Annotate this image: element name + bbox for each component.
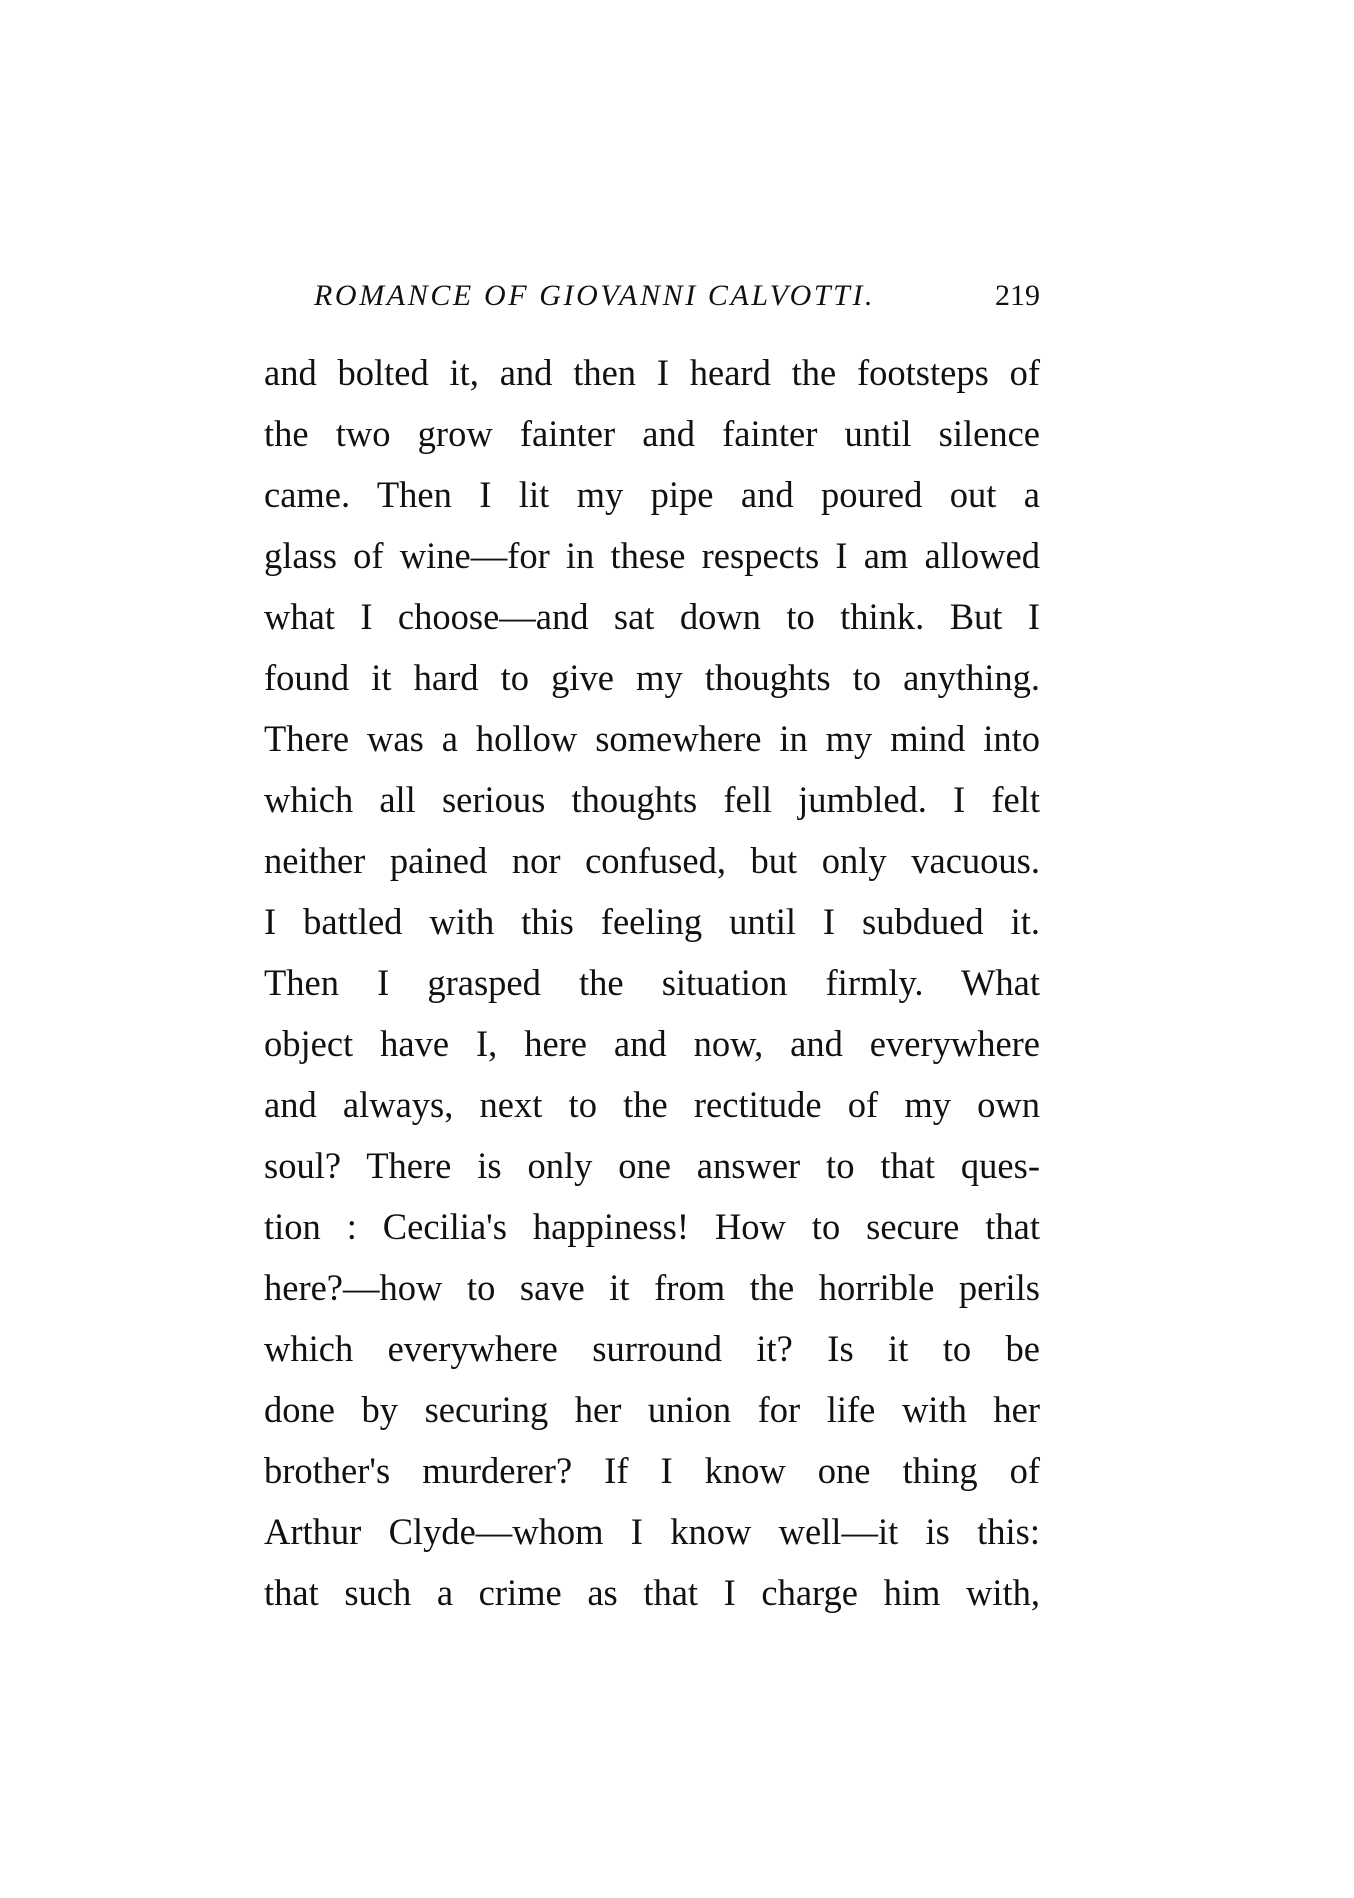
text-line: that such a crime as that I charge him with,	[264, 1572, 1040, 1613]
text-line: soul? There is only one answer to that ques-	[264, 1145, 1040, 1186]
text-line: what I choose—and sat down to think. But I	[264, 596, 1040, 637]
text-line: There was a hollow somewhere in my mind into	[264, 718, 1040, 759]
text-line: done by securing her union for life with her	[264, 1389, 1040, 1430]
body-text	[264, 342, 1040, 1623]
text-line: neither pained nor confused, but only vacuous.	[264, 840, 1040, 881]
text-line: which all serious thoughts fell jumbled. I felt	[264, 779, 1040, 820]
text-line: came. Then I lit my pipe and poured out a	[264, 474, 1040, 515]
text-line: the two grow fainter and fainter until silence	[264, 413, 1040, 454]
text-line: I battled with this feeling until I subdued it.	[264, 901, 1040, 942]
text-line: Arthur Clyde—whom I know well—it is this:	[264, 1511, 1040, 1552]
text-line: and bolted it, and then I heard the footsteps of	[264, 352, 1040, 393]
running-title: ROMANCE OF GIOVANNI CALVOTTI.	[314, 279, 876, 312]
text-line: brother's murderer? If I know one thing of	[264, 1450, 1040, 1491]
text-line: which everywhere surround it? Is it to be	[264, 1328, 1040, 1369]
running-head	[264, 272, 1040, 322]
text-line: object have I, here and now, and everywhere	[264, 1023, 1040, 1064]
text-line: and always, next to the rectitude of my own	[264, 1084, 1040, 1125]
text-line: Then I grasped the situation firmly. What	[264, 962, 1040, 1003]
text-line: here?—how to save it from the horrible perils	[264, 1267, 1040, 1308]
page-number: 219	[995, 279, 1040, 312]
text-line: glass of wine—for in these respects I am allowed	[264, 535, 1040, 576]
text-line: found it hard to give my thoughts to anything.	[264, 657, 1040, 698]
text-line: tion : Cecilia's happiness! How to secure that	[264, 1206, 1040, 1247]
